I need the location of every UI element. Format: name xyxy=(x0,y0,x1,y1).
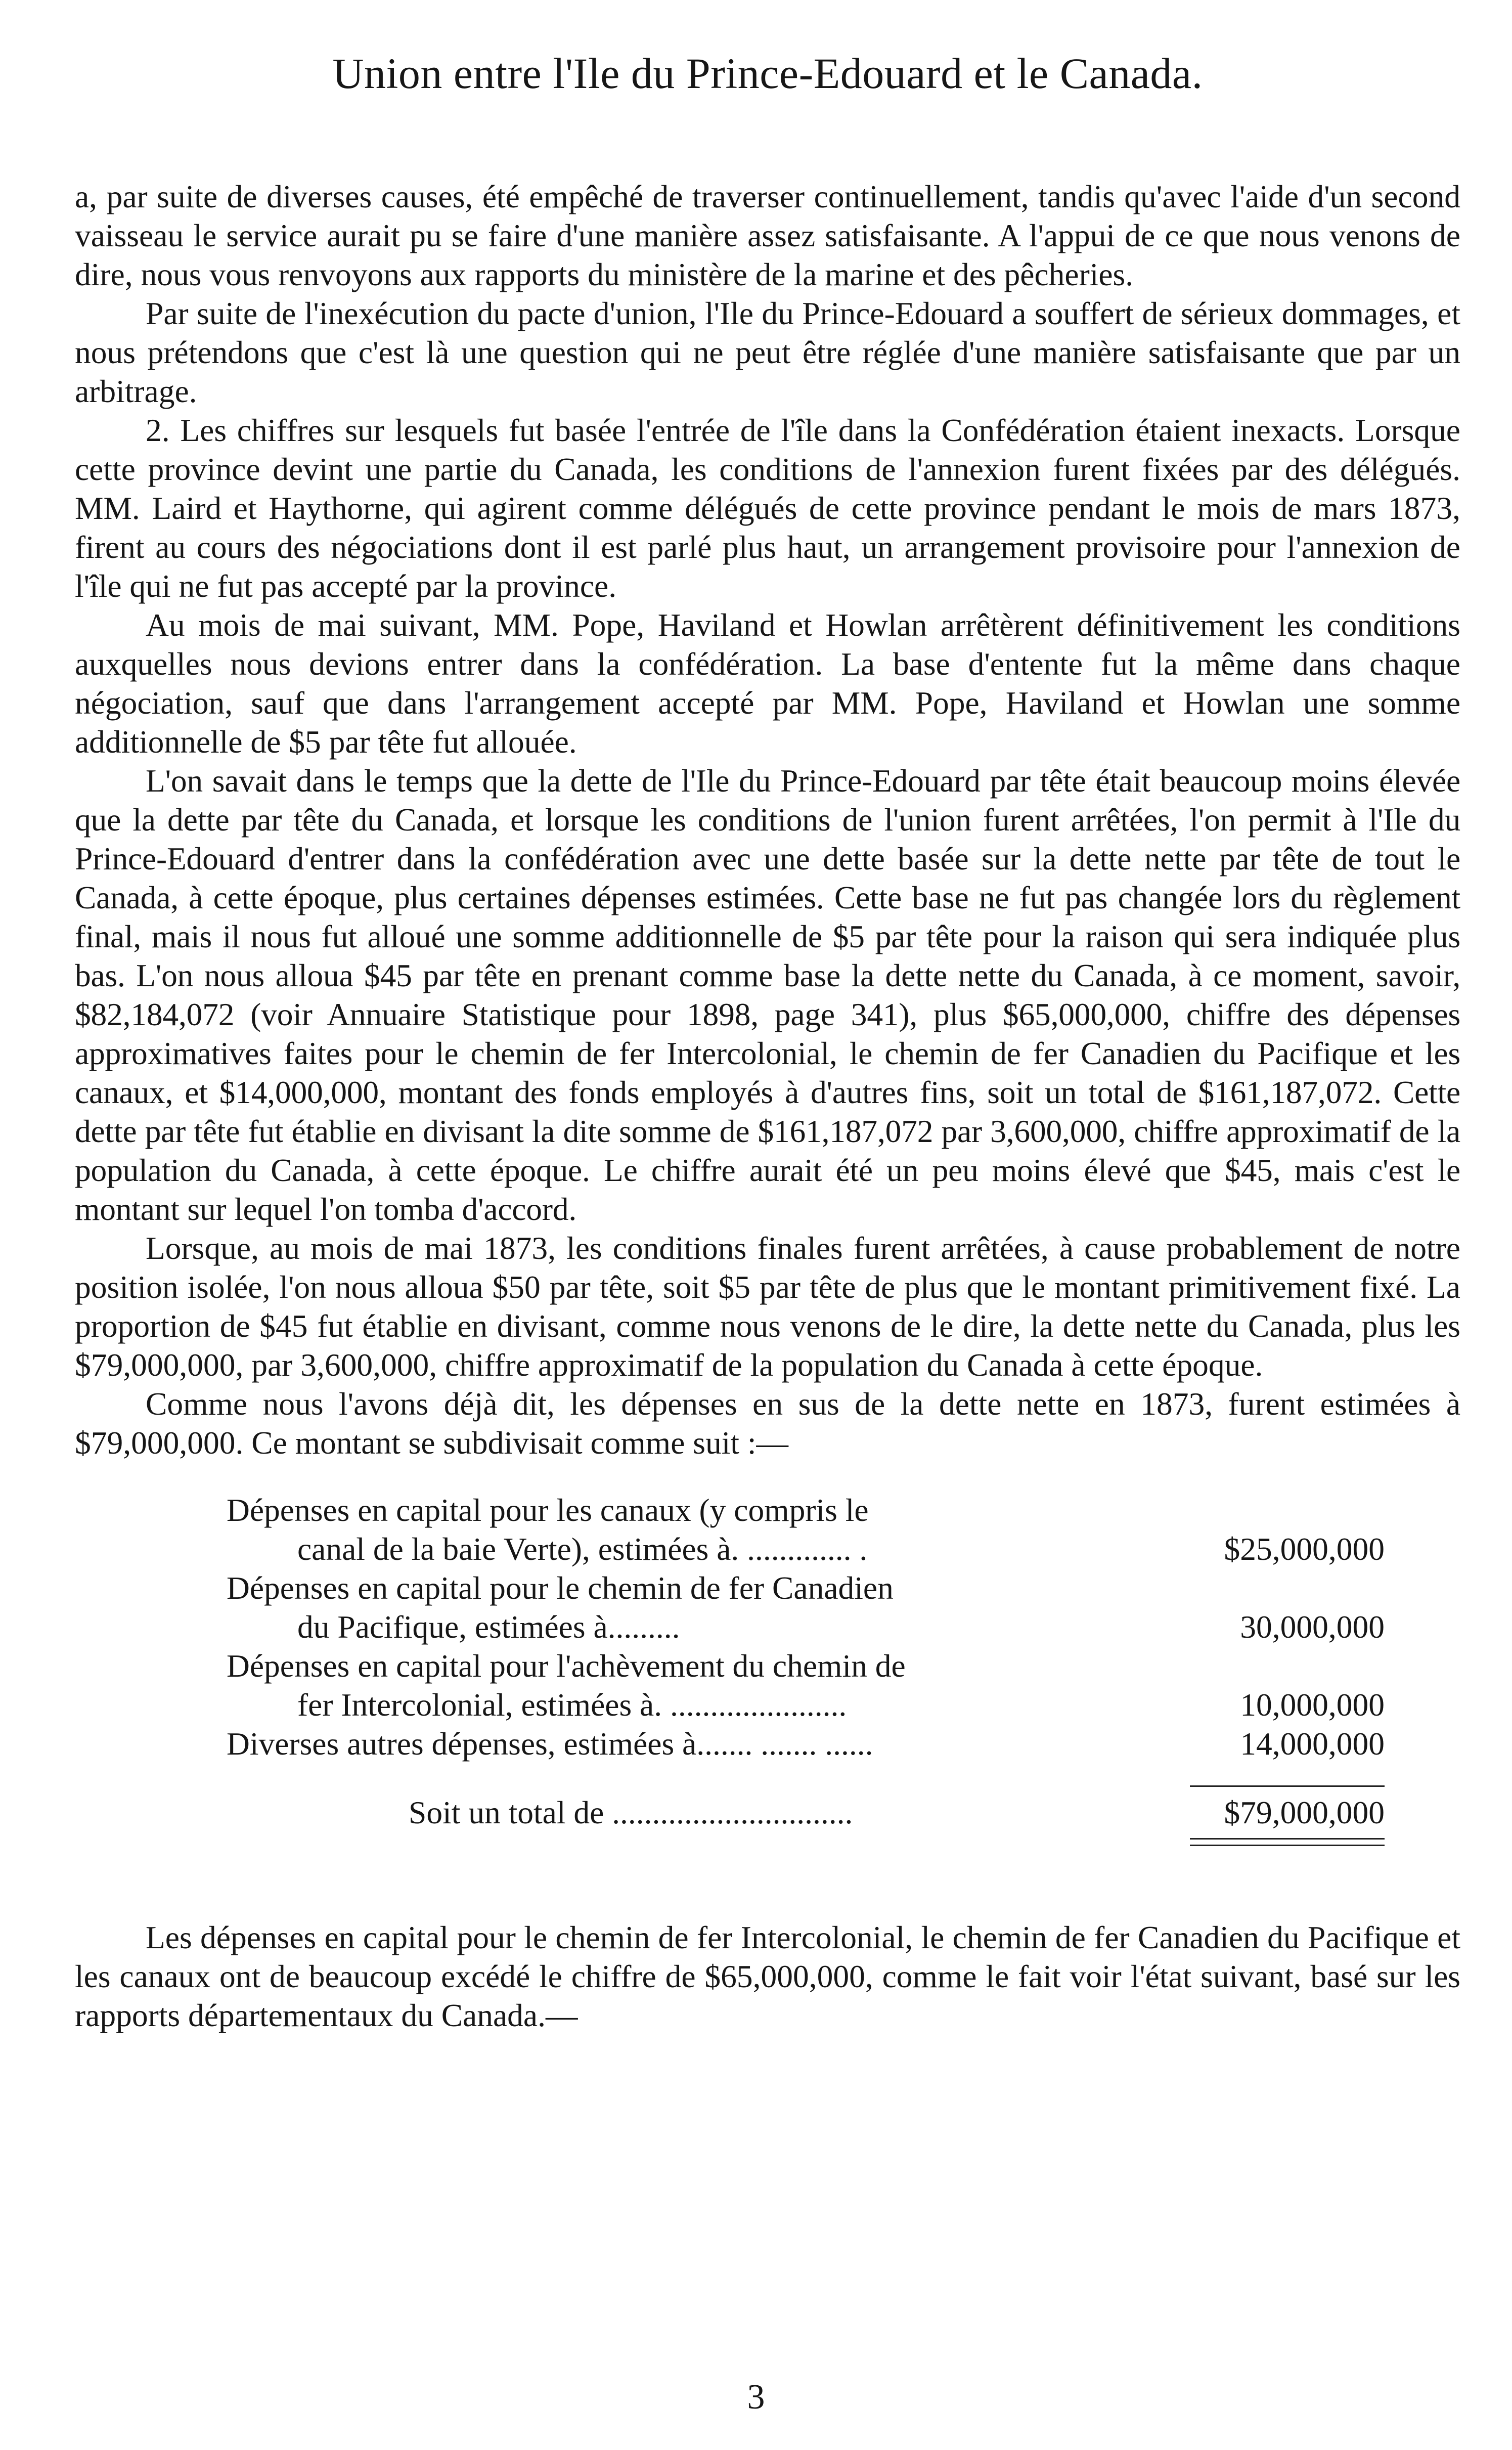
expense-description xyxy=(227,1568,1162,1646)
document-page xyxy=(75,46,1460,2035)
paragraph-may-negotiation: Au mois de mai suivant, MM. Pope, Haviland et Howlan arrêtèrent définitivement les conditions auxquelles nous devions entrer dans la confédération. La base d'entente fut la même dans chaque négociation, sauf que dans l'arrangement accepté par MM. Pope, Haviland et Howlan une somme additionnelle de $5 par tête fut allouée. xyxy=(75,607,1460,760)
paragraph-inexecution: Par suite de l'inexécution du pacte d'union, l'Ile du Prince-Edouard a souffert de sérieux dommages, et nous prétendons que c'est là une question qui ne peut être réglée d'une manière satisfaisante que par un arbitrage. xyxy=(75,295,1460,409)
expense-line: Diverses autres dépenses, estimées à....... ....... ...... xyxy=(227,1726,873,1762)
expense-amount: 30,000,000 xyxy=(1240,1609,1385,1645)
page-number: 3 xyxy=(747,2378,765,2417)
expense-row xyxy=(227,1646,1385,1724)
expense-line-cont: canal de la baie Verte), estimées à. ............. . xyxy=(297,1531,868,1567)
expense-line: Dépenses en capital pour le chemin de fer Canadien xyxy=(227,1570,894,1606)
expense-description xyxy=(227,1491,1162,1568)
expense-description xyxy=(227,1724,1162,1763)
expense-line: Dépenses en capital pour les canaux (y compris le xyxy=(227,1492,869,1528)
expense-row xyxy=(227,1724,1385,1763)
expense-description xyxy=(227,1646,1162,1724)
expense-row xyxy=(227,1491,1385,1568)
paragraph-point-2: 2. Les chiffres sur lesquels fut basée l'entrée de l'île dans la Confédération étaient inexacts. Lorsque cette province devint une partie du Canada, les conditions de l'annexion furent fixées par des délégués. MM. Laird et Haythorne, qui agirent comme délégués de cette province pendant le mois de mars 1873, firent au cours des négociations dont il est parlé plus haut, un arrangement provisoire pour l'annexion de l'île qui ne fut pas accepté par la province. xyxy=(75,412,1460,604)
expense-line: Dépenses en capital pour l'achèvement du chemin de xyxy=(227,1648,906,1684)
paragraph-debt-per-head: L'on savait dans le temps que la dette de l'Ile du Prince-Edouard par tête était beaucoup moins élevée que la dette par tête du Canada, et lorsque les conditions de l'union furent arrêtées, l'on permit à l'Ile du Prince-Edouard d'entrer dans la confédération avec une dette basée sur la dette nette par tête de tout le Canada, à cette époque, plus certaines dépenses estimées. Cette base ne fut pas changée lors du règlement final, mais il nous fut alloué une somme additionnelle de $5 par tête pour la raison qui sera indiquée plus bas. L'on nous alloua $45 par tête en prenant comme base la dette nette du Canada, à ce moment, savoir, $82,184,072 (voir Annuaire Statistique pour 1898, page 341), plus $65,000,000, chiffre des dépenses approximatives faites pour le chemin de fer Intercolonial, le chemin de fer Canadien du Pacifique et les canaux, et $14,000,000, montant des fonds employés à d'autres fins, soit un total de $161,187,072. Cette dette par tête fut établie en divisant la dite somme de $161,187,072 par 3,600,000, chiffre approximatif de la population du Canada, à cette époque. Le chiffre aurait été un peu moins élevé que $45, mais c'est le montant sur lequel l'on tomba d'accord. xyxy=(75,763,1460,1227)
expense-amount: $25,000,000 xyxy=(1224,1531,1385,1567)
sum-rule xyxy=(1190,1785,1385,1787)
running-header: Union entre l'Ile du Prince-Edouard et le Canada. xyxy=(332,49,1203,98)
paragraph-closing: Les dépenses en capital pour le chemin de fer Intercolonial, le chemin de fer Canadien du Pacifique et les canaux ont de beaucoup excédé le chiffre de $65,000,000, comme le fait voir l'état suivant, basé sur les rapports départementaux du Canada.— xyxy=(75,1919,1460,2033)
total-row xyxy=(227,1788,1385,1832)
expense-row xyxy=(227,1568,1385,1646)
paragraph-final-conditions: Lorsque, au mois de mai 1873, les conditions finales furent arrêtées, à cause probablement de notre position isolée, l'on nous alloua $50 par tête, soit $5 par tête de plus que le montant primitivement fixé. La proportion de $45 fut établie en divisant, comme nous venons de le dire, la dette nette du Canada, plus les $79,000,000, par 3,600,000, chiffre approximatif de la population du Canada à cette époque. xyxy=(75,1230,1460,1383)
expense-amount: 10,000,000 xyxy=(1240,1687,1385,1723)
total-amount: $79,000,000 xyxy=(1224,1795,1385,1830)
expense-line-cont: fer Intercolonial, estimées à. ...................... xyxy=(297,1687,847,1723)
expense-line-cont: du Pacifique, estimées à......... xyxy=(297,1609,680,1645)
paragraph-subdivision-intro: Comme nous l'avons déjà dit, les dépenses en sus de la dette nette en 1873, furent estimées à $79,000,000. Ce montant se subdivisait comme suit :— xyxy=(75,1386,1460,1461)
expenses-table xyxy=(227,1491,1385,1832)
expense-amount: 14,000,000 xyxy=(1240,1726,1385,1762)
total-label: Soit un total de .............................. xyxy=(409,1795,853,1830)
total-double-rule xyxy=(1190,1838,1385,1846)
paragraph-continuation: a, par suite de diverses causes, été empêché de traverser continuellement, tandis qu'avec l'aide d'un second vaisseau le service aurait pu se faire d'une manière assez satisfaisante. A l'appui de ce que nous venons de dire, nous vous renvoyons aux rapports du ministère de la marine et des pêcheries. xyxy=(75,179,1460,292)
